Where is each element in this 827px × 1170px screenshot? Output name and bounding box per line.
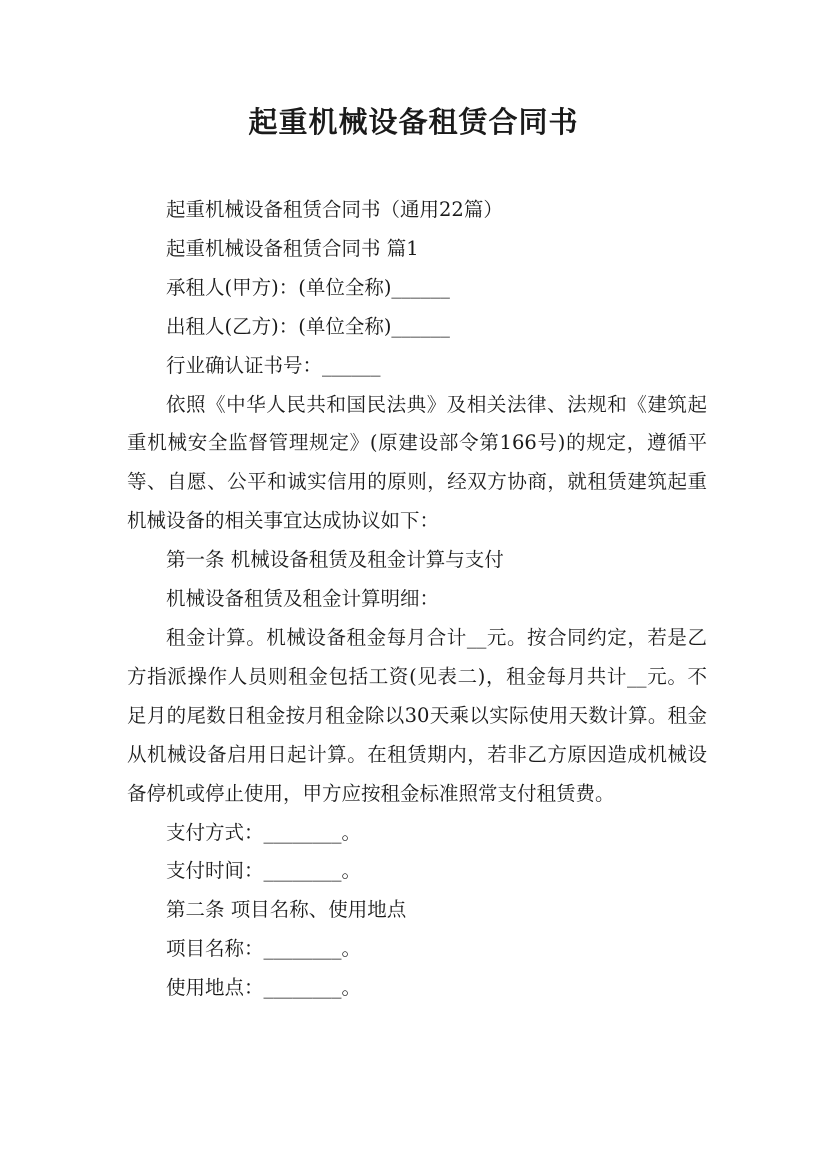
- paragraph-payment-time: 支付时间：________。: [166, 859, 362, 883]
- paragraph-certificate: 行业确认证书号：______: [166, 353, 381, 377]
- paragraph-rental-detail: 机械设备租赁及租金计算明细：: [166, 587, 440, 611]
- paragraph-preamble: 依照《中华人民共和国民法典》及相关法律、法规和《建筑起重机械安全监督管理规定》(原建设部令第166号)的规定，遵循平等、自愿、公平和诚实信用的原则，经双方协商，就租赁建筑起重机械设备的相关事宜达成协议如下：: [127, 392, 707, 533]
- paragraph-usage-location: 使用地点：________。: [166, 976, 362, 1000]
- paragraph-lessor: 出租人(乙方)：(单位全称)______: [166, 314, 450, 338]
- document-title: 起重机械设备租赁合同书: [248, 105, 579, 139]
- paragraph-project-name: 项目名称：________。: [166, 937, 362, 961]
- document-body: [127, 191, 707, 1008]
- paragraph-heading: 起重机械设备租赁合同书（通用22篇）: [166, 198, 503, 221]
- paragraph-chapter: 起重机械设备租赁合同书 篇1: [166, 236, 419, 260]
- paragraph-article-1: 第一条 机械设备租赁及租金计算与支付: [166, 548, 504, 572]
- paragraph-payment-method: 支付方式：________。: [166, 820, 362, 844]
- paragraph-rent-calculation: 租金计算。机械设备租金每月合计__元。按合同约定，若是乙方指派操作人员则租金包括工资(见表二)，租金每月共计__元。不足月的尾数日租金按月租金除以30天乘以实际使用天数计算。租金从机械设备启用日起计算。在租赁期内，若非乙方原因造成机械设备停机或停止使用，甲方应按租金标准照常支付租赁费。: [127, 625, 707, 805]
- paragraph-article-2: 第二条 项目名称、使用地点: [166, 898, 407, 922]
- paragraph-lessee: 承租人(甲方)：(单位全称)______: [166, 275, 450, 299]
